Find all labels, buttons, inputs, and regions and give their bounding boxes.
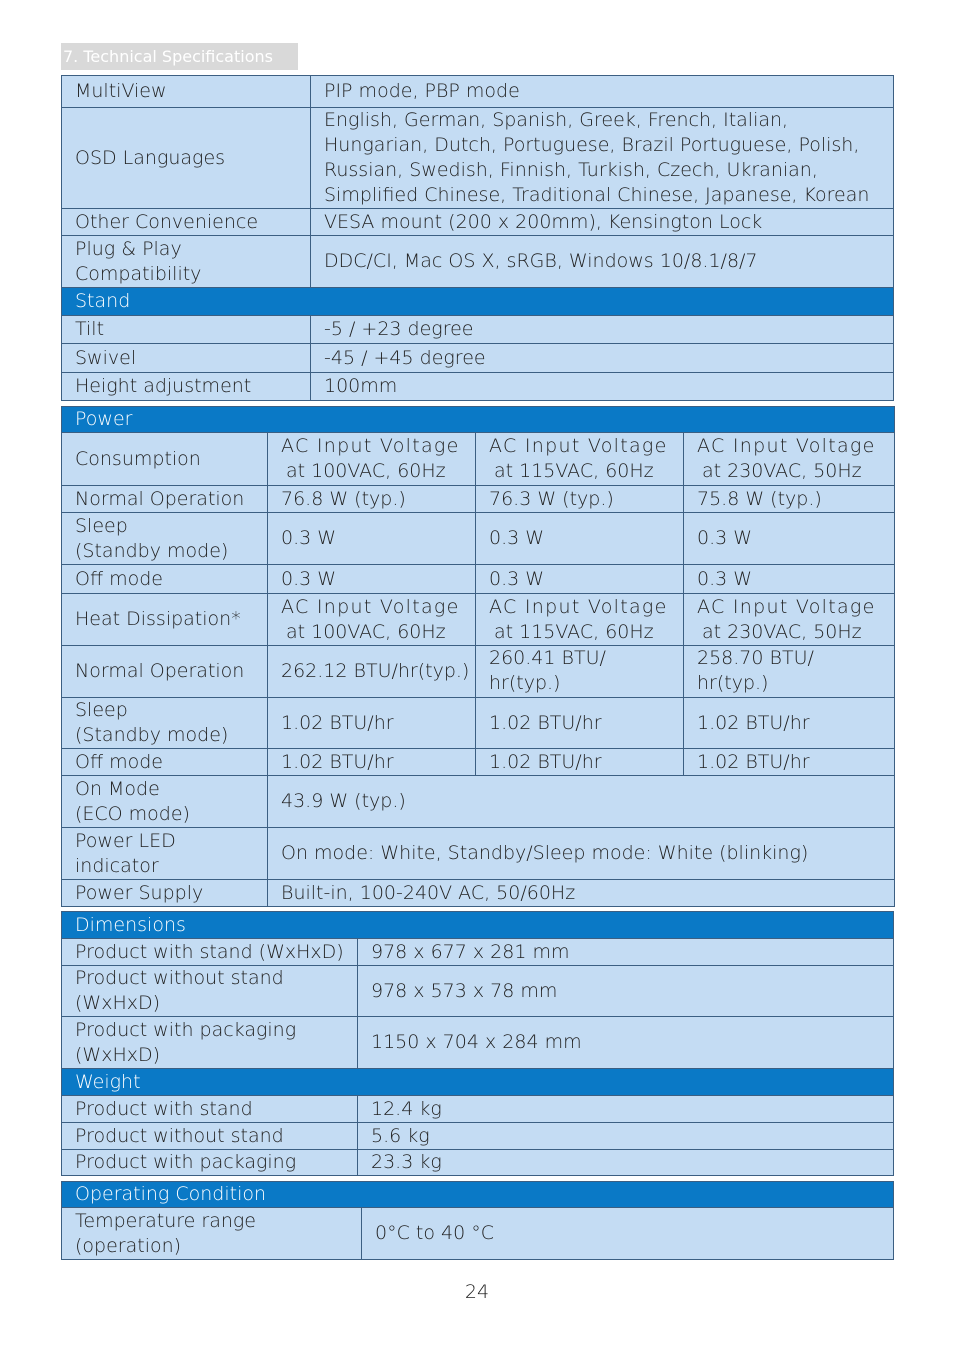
label-line: (WxHxD) — [75, 1043, 161, 1066]
table-row — [62, 776, 895, 828]
label-line: Compatibility — [75, 262, 202, 285]
spec-value: Built-in, 100-240V AC, 50/60Hz — [268, 880, 895, 907]
table-row — [62, 316, 894, 344]
spec-value: 75.8 W (typ.) — [684, 486, 895, 513]
spec-label: Consumption — [62, 433, 268, 486]
spec-label: Heat Dissipation* — [62, 594, 268, 646]
spec-label: Power Supply — [62, 880, 268, 907]
spec-value: DDC/CI, Mac OS X, sRGB, Windows 10/8.1/8/7 — [311, 236, 894, 288]
voltage-header — [268, 594, 476, 646]
spec-value: 1.02 BTU/hr — [268, 749, 476, 776]
spec-value: 1.02 BTU/hr — [684, 698, 895, 749]
spec-label: Normal Operation — [62, 486, 268, 513]
spec-label: Product with stand (WxHxD) — [62, 939, 358, 966]
spec-label — [62, 1017, 358, 1069]
spec-value: 0.3 W — [684, 513, 895, 565]
spec-value: 12.4 kg — [358, 1096, 894, 1123]
spec-value: 76.3 W (typ.) — [476, 486, 684, 513]
table-row — [62, 646, 895, 698]
voltage-label: AC Input Voltage — [697, 435, 876, 457]
label-line: Sleep — [75, 699, 128, 721]
spec-value: 1.02 BTU/hr — [684, 749, 895, 776]
table-row — [62, 1096, 894, 1123]
spec-value — [476, 646, 684, 698]
section-title: Weight — [62, 1069, 894, 1096]
spec-value: 978 x 573 x 78 mm — [358, 966, 894, 1017]
table-row — [62, 828, 895, 880]
spec-value: 76.8 W (typ.) — [268, 486, 476, 513]
voltage-header — [268, 433, 476, 486]
table-row — [62, 939, 894, 966]
spec-value: 0.3 W — [476, 565, 684, 594]
section-title: Stand — [62, 288, 894, 316]
spec-label — [62, 236, 311, 288]
voltage-label: AC Input Voltage — [489, 595, 668, 618]
table-row — [62, 236, 894, 288]
spec-label: MultiView — [62, 76, 311, 108]
spec-value: 0.3 W — [268, 565, 476, 594]
label-line: Product without stand — [75, 967, 284, 989]
voltage-label: AC Input Voltage — [281, 595, 460, 618]
voltage-header — [684, 433, 895, 486]
table-row — [62, 209, 894, 236]
voltage-header — [684, 594, 895, 646]
spec-label — [62, 828, 268, 880]
spec-value — [311, 108, 894, 209]
value-line: 260.41 BTU/ — [489, 647, 606, 669]
table-row — [62, 433, 895, 486]
label-line: indicator — [75, 854, 159, 877]
spec-label: Height adjustment — [62, 373, 311, 401]
table-row — [62, 373, 894, 401]
voltage-value: at 230VAC, 50Hz — [702, 460, 862, 482]
table-row — [62, 749, 895, 776]
voltage-value: at 115VAC, 60Hz — [494, 460, 654, 482]
value-line: 258.70 BTU/ — [697, 647, 814, 669]
spec-value: 0.3 W — [476, 513, 684, 565]
label-line: (Standby mode) — [75, 539, 229, 562]
voltage-value: at 100VAC, 60Hz — [286, 620, 446, 643]
label-line: Product with packaging — [75, 1018, 297, 1041]
spec-value: 1.02 BTU/hr — [476, 698, 684, 749]
section-title: Power — [62, 407, 895, 433]
table-row — [62, 880, 895, 907]
label-line: Temperature range — [75, 1209, 256, 1232]
osd-language-line: Hungarian, Dutch, Portuguese, Brazil Portuguese, Polish, — [324, 134, 860, 156]
table-row — [62, 513, 895, 565]
spec-label — [62, 513, 268, 565]
label-line: Plug & Play — [75, 237, 182, 260]
section-title: Dimensions — [62, 912, 894, 939]
spec-label: Product with stand — [62, 1096, 358, 1123]
table-row — [62, 966, 894, 1017]
spec-value — [684, 646, 895, 698]
spec-label — [62, 1208, 362, 1260]
table-row — [62, 1017, 894, 1069]
spec-value: 0.3 W — [268, 513, 476, 565]
osd-language-line: Simplified Chinese, Traditional Chinese, Japanese, Korean — [324, 184, 870, 206]
spec-label: OSD Languages — [62, 108, 311, 209]
spec-value: 23.3 kg — [358, 1150, 894, 1176]
value-line: hr(typ.) — [489, 672, 561, 694]
spec-label: Off mode — [62, 565, 268, 594]
spec-label: Product with packaging — [62, 1150, 358, 1176]
section-header-row — [62, 407, 895, 433]
table-row — [62, 76, 894, 108]
table-row — [62, 698, 895, 749]
table-row — [62, 594, 895, 646]
table-row — [62, 1150, 894, 1176]
spec-label: Off mode — [62, 749, 268, 776]
table-row — [62, 108, 894, 209]
power-spec-table — [61, 406, 895, 907]
operating-condition-table — [61, 1181, 894, 1260]
spec-value: 0.3 W — [684, 565, 895, 594]
spec-value: -45 / +45 degree — [311, 344, 894, 373]
table-row — [62, 1123, 894, 1150]
spec-label — [62, 966, 358, 1017]
table-row — [62, 344, 894, 373]
spec-label: Other Convenience — [62, 209, 311, 236]
dimensions-weight-table — [61, 911, 894, 1176]
voltage-header — [476, 433, 684, 486]
spec-value: -5 / +23 degree — [311, 316, 894, 344]
spec-value: 1.02 BTU/hr — [268, 698, 476, 749]
voltage-label: AC Input Voltage — [489, 435, 668, 457]
osd-language-line: English, German, Spanish, Greek, French, Italian, — [324, 109, 789, 131]
spec-value: PIP mode, PBP mode — [311, 76, 894, 108]
spec-value: 5.6 kg — [358, 1123, 894, 1150]
spec-label — [62, 776, 268, 828]
table-row — [62, 1208, 894, 1260]
section-header-row — [62, 288, 894, 316]
osd-language-line: Russian, Swedish, Finnish, Turkish, Czech, Ukranian, — [324, 159, 818, 181]
label-line: Sleep — [75, 514, 128, 537]
spec-value: On mode: White, Standby/Sleep mode: White (blinking) — [268, 828, 895, 880]
spec-label — [62, 698, 268, 749]
spec-label: Product without stand — [62, 1123, 358, 1150]
section-title: Operating Condition — [62, 1182, 894, 1208]
label-line: On Mode — [75, 777, 160, 800]
section-header-row — [62, 912, 894, 939]
voltage-header — [476, 594, 684, 646]
section-header-tab: 7. Technical Specifications — [61, 43, 298, 70]
table-row — [62, 565, 895, 594]
voltage-value: at 115VAC, 60Hz — [494, 620, 654, 643]
spec-value: 262.12 BTU/hr(typ.) — [268, 646, 476, 698]
label-line: Power LED — [75, 829, 176, 852]
spec-value: 1150 x 704 x 284 mm — [358, 1017, 894, 1069]
value-line: hr(typ.) — [697, 672, 769, 694]
section-header-row — [62, 1069, 894, 1096]
spec-label: Tilt — [62, 316, 311, 344]
spec-value: 43.9 W (typ.) — [268, 776, 895, 828]
spec-value: 1.02 BTU/hr — [476, 749, 684, 776]
general-spec-table — [61, 75, 894, 401]
spec-value: 0°C to 40 °C — [362, 1208, 894, 1260]
voltage-value: at 100VAC, 60Hz — [286, 460, 446, 482]
spec-label: Normal Operation — [62, 646, 268, 698]
table-row — [62, 486, 895, 513]
spec-value: 100mm — [311, 373, 894, 401]
label-line: (WxHxD) — [75, 992, 161, 1014]
label-line: (operation) — [75, 1234, 182, 1257]
spec-label: Swivel — [62, 344, 311, 373]
spec-value: 978 x 677 x 281 mm — [358, 939, 894, 966]
spec-value: VESA mount (200 x 200mm), Kensington Lock — [311, 209, 894, 236]
label-line: (ECO mode) — [75, 802, 190, 825]
section-header-row — [62, 1182, 894, 1208]
voltage-value: at 230VAC, 50Hz — [702, 620, 862, 643]
voltage-label: AC Input Voltage — [281, 435, 460, 457]
page-number: 24 — [464, 1281, 490, 1303]
voltage-label: AC Input Voltage — [697, 595, 876, 618]
label-line: (Standby mode) — [75, 724, 229, 746]
